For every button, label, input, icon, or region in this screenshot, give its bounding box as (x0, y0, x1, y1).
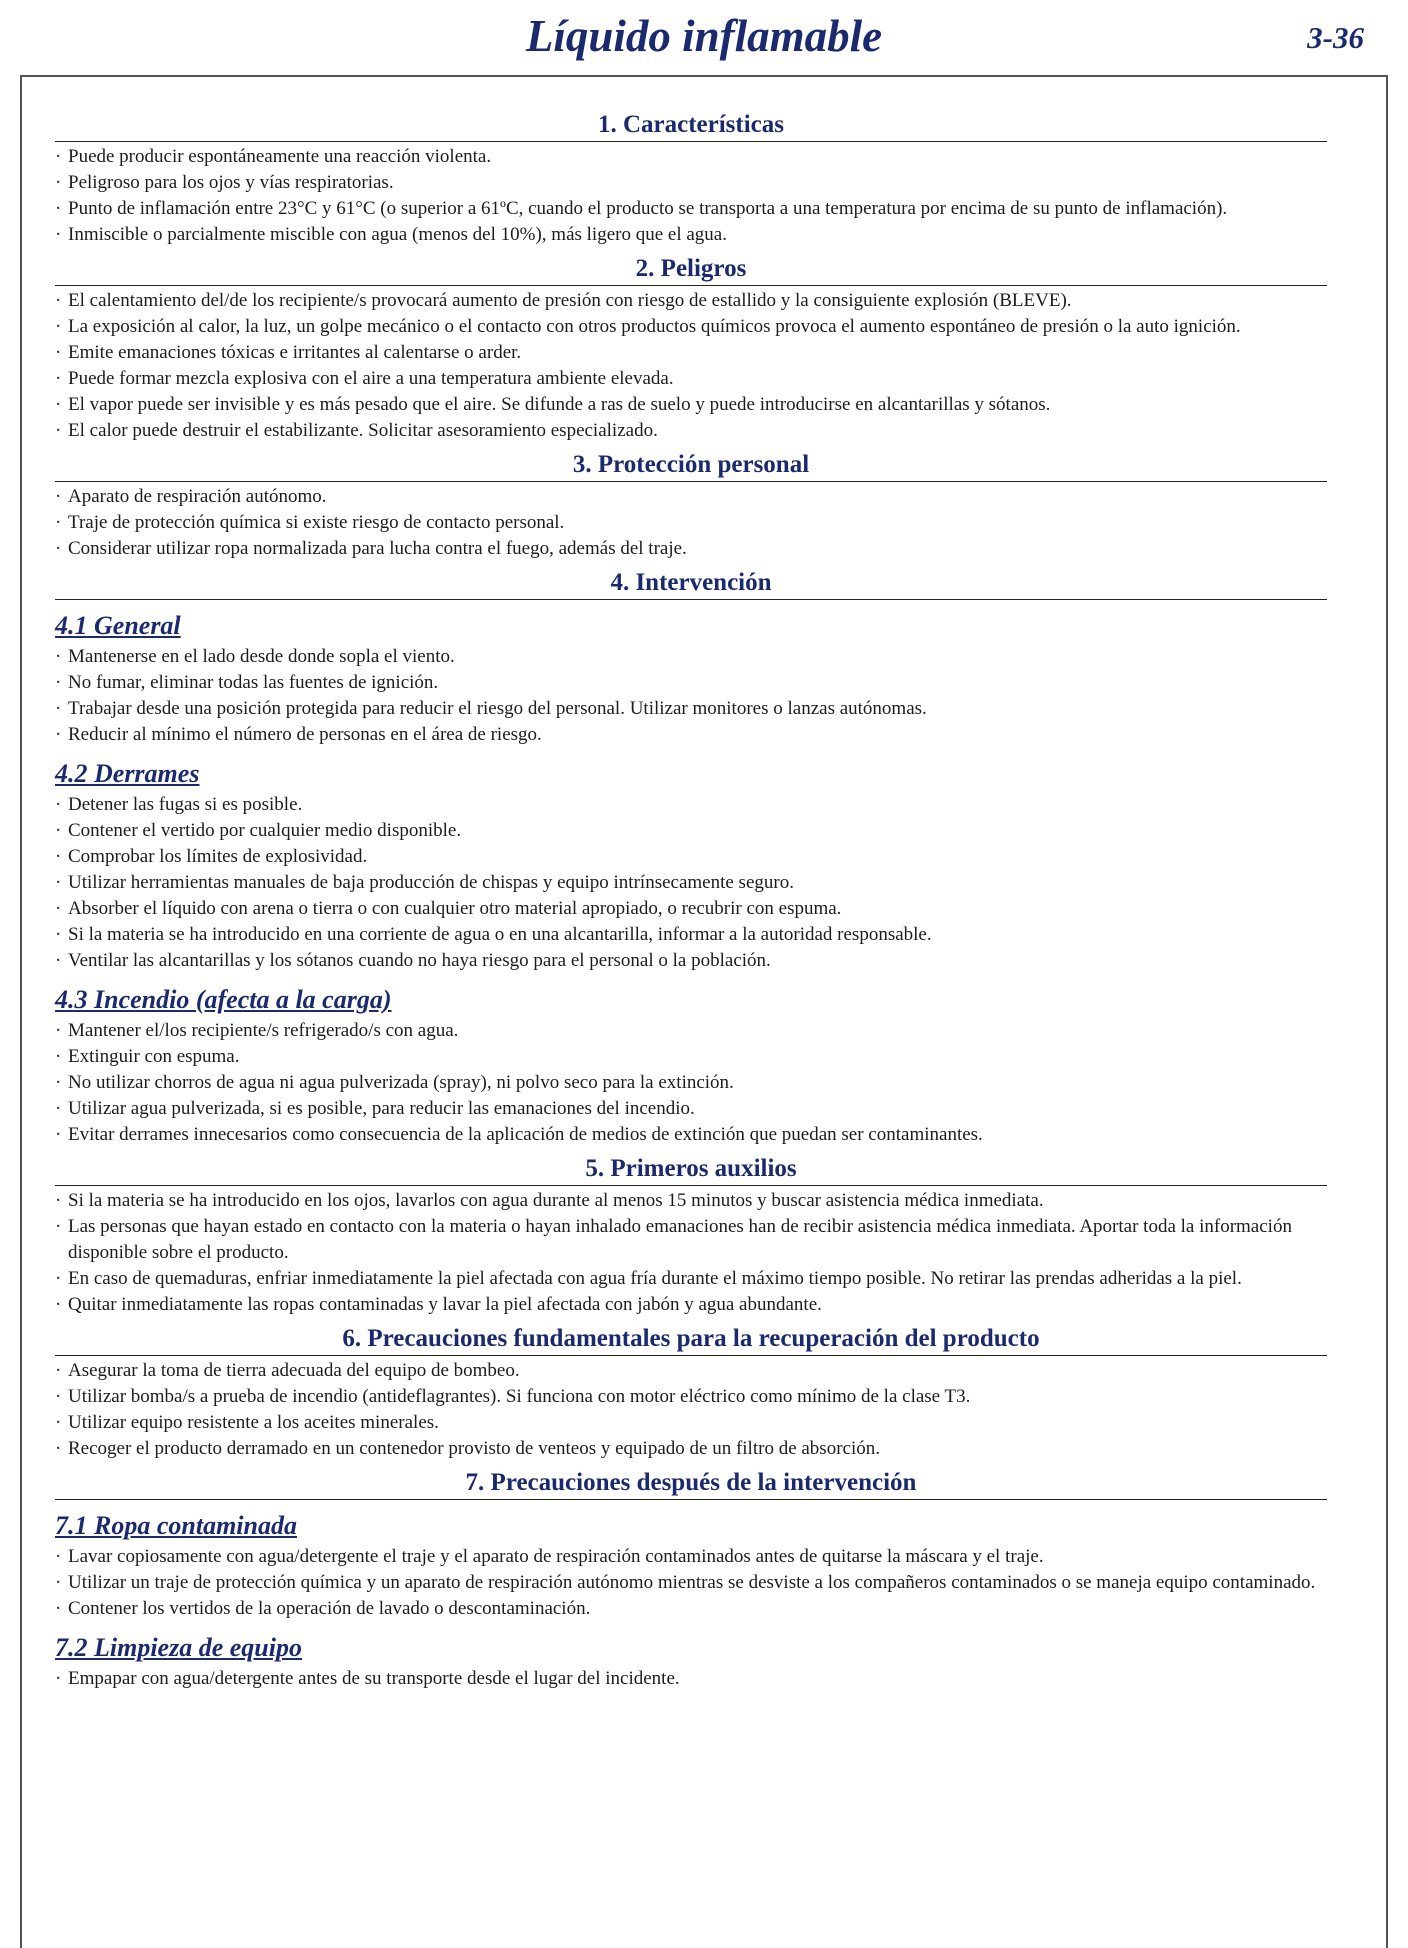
section-caracteristicas (55, 110, 1327, 248)
section-title: 7. Precauciones después de la intervención (55, 1468, 1327, 1500)
list-item: · Trabajar desde una posición protegida para reducir el riesgo del personal. Utilizar monitores o lanzas autónomas. (55, 696, 1327, 722)
list-item: · Absorber el líquido con arena o tierra o con cualquier otro material apropiado, o recubrir con espuma. (55, 896, 1327, 922)
page-number: 3-36 (1307, 20, 1364, 55)
section-title: 3. Protección personal (55, 450, 1327, 482)
section-title: 5. Primeros auxilios (55, 1154, 1327, 1186)
page-title: Líquido inflamable (525, 11, 883, 61)
bullet-list (55, 1188, 1327, 1318)
list-item: · No utilizar chorros de agua ni agua pulverizada (spray), ni polvo seco para la extinción. (55, 1070, 1327, 1096)
list-item: · Extinguir con espuma. (55, 1044, 1327, 1070)
section-intervencion (55, 568, 1327, 1148)
bullet-list (55, 1666, 1327, 1692)
section-title: 1. Características (55, 110, 1327, 142)
list-item: · Punto de inflamación entre 23°C y 61°C (o superior a 61ºC, cuando el producto se transporta a una temperatura por encima de su punto de inflamación). (55, 196, 1327, 222)
list-item: · Utilizar bomba/s a prueba de incendio (antideflagrantes). Si funciona con motor eléctrico como mínimo de la clase T3. (55, 1384, 1327, 1410)
section-title: 4. Intervención (55, 568, 1327, 600)
list-item: · Asegurar la toma de tierra adecuada del equipo de bombeo. (55, 1358, 1327, 1384)
list-item: · Utilizar un traje de protección química y un aparato de respiración autónomo mientras se desviste a los compañeros contaminados o se maneja equipo contaminado. (55, 1570, 1327, 1596)
section-title: 6. Precauciones fundamentales para la recuperación del producto (55, 1324, 1327, 1356)
list-item: · En caso de quemaduras, enfriar inmediatamente la piel afectada con agua fría durante el máximo tiempo posible. No retirar las prendas adheridas a la piel. (55, 1266, 1327, 1292)
section-title: 2. Peligros (55, 254, 1327, 286)
list-item: · Empapar con agua/detergente antes de su transporte desde el lugar del incidente. (55, 1666, 1327, 1692)
list-item: · Utilizar herramientas manuales de baja producción de chispas y equipo intrínsecamente seguro. (55, 870, 1327, 896)
list-item: · Ventilar las alcantarillas y los sótanos cuando no haya riesgo para el personal o la población. (55, 948, 1327, 974)
subsection-title-limpieza-equipo: 7.2 Limpieza de equipo (55, 1633, 302, 1662)
list-item: · Las personas que hayan estado en contacto con la materia o hayan inhalado emanaciones han de recibir asistencia médica inmediata. Aportar toda la información disponible sobre el producto. (55, 1214, 1327, 1266)
list-item: · Inmiscible o parcialmente miscible con agua (menos del 10%), más ligero que el agua. (55, 222, 1327, 248)
list-item: · Mantenerse en el lado desde donde sopla el viento. (55, 644, 1327, 670)
list-item: · Utilizar agua pulverizada, si es posible, para reducir las emanaciones del incendio. (55, 1096, 1327, 1122)
list-item: · Si la materia se ha introducido en una corriente de agua o en una alcantarilla, informar a la autoridad responsable. (55, 922, 1327, 948)
section-precauciones-recuperacion (55, 1324, 1327, 1462)
bullet-list (55, 288, 1327, 444)
list-item: · Reducir al mínimo el número de personas en el área de riesgo. (55, 722, 1327, 748)
list-item: · Mantener el/los recipiente/s refrigerado/s con agua. (55, 1018, 1327, 1044)
list-item: · Lavar copiosamente con agua/detergente el traje y el aparato de respiración contaminados antes de quitarse la máscara y el traje. (55, 1544, 1327, 1570)
subsection-title-incendio: 4.3 Incendio (afecta a la carga) (55, 985, 392, 1014)
list-item: · Quitar inmediatamente las ropas contaminadas y lavar la piel afectada con jabón y agua abundante. (55, 1292, 1327, 1318)
bullet-list (55, 1018, 1327, 1148)
bullet-list (55, 484, 1327, 562)
list-item: · El calor puede destruir el estabilizante. Solicitar asesoramiento especializado. (55, 418, 1327, 444)
list-item: · Detener las fugas si es posible. (55, 792, 1327, 818)
list-item: · Comprobar los límites de explosividad. (55, 844, 1327, 870)
list-item: · Traje de protección química si existe riesgo de contacto personal. (55, 510, 1327, 536)
page-header (0, 0, 1408, 74)
list-item: · Recoger el producto derramado en un contenedor provisto de venteos y equipado de un filtro de absorción. (55, 1436, 1327, 1462)
list-item: · Si la materia se ha introducido en los ojos, lavarlos con agua durante al menos 15 minutos y buscar asistencia médica inmediata. (55, 1188, 1327, 1214)
section-precauciones-despues (55, 1468, 1327, 1692)
list-item: · El vapor puede ser invisible y es más pesado que el aire. Se difunde a ras de suelo y puede introducirse en alcantarillas y sótanos. (55, 392, 1327, 418)
bullet-list (55, 792, 1327, 974)
list-item: · Utilizar equipo resistente a los aceites minerales. (55, 1410, 1327, 1436)
list-item: · Puede producir espontáneamente una reacción violenta. (55, 144, 1327, 170)
bullet-list (55, 1358, 1327, 1462)
subsection-title-general: 4.1 General (55, 611, 181, 640)
list-item: · Considerar utilizar ropa normalizada para lucha contra el fuego, además del traje. (55, 536, 1327, 562)
list-item: · Peligroso para los ojos y vías respiratorias. (55, 170, 1327, 196)
list-item: · Contener el vertido por cualquier medio disponible. (55, 818, 1327, 844)
bullet-list (55, 1544, 1327, 1622)
section-primeros-auxilios (55, 1154, 1327, 1318)
subsection-title-ropa-contaminada: 7.1 Ropa contaminada (55, 1511, 297, 1540)
list-item: · La exposición al calor, la luz, un golpe mecánico o el contacto con otros productos químicos provoca el aumento espontáneo de presión o la auto ignición. (55, 314, 1327, 340)
document-body (55, 110, 1327, 1698)
list-item: · No fumar, eliminar todas las fuentes de ignición. (55, 670, 1327, 696)
list-item: · El calentamiento del/de los recipiente/s provocará aumento de presión con riesgo de estallido y la consiguiente explosión (BLEVE). (55, 288, 1327, 314)
subsection-title-derrames: 4.2 Derrames (55, 759, 200, 788)
bullet-list (55, 144, 1327, 248)
section-peligros (55, 254, 1327, 444)
section-proteccion-personal (55, 450, 1327, 562)
list-item: · Aparato de respiración autónomo. (55, 484, 1327, 510)
list-item: · Contener los vertidos de la operación de lavado o descontaminación. (55, 1596, 1327, 1622)
list-item: · Emite emanaciones tóxicas e irritantes al calentarse o arder. (55, 340, 1327, 366)
list-item: · Puede formar mezcla explosiva con el aire a una temperatura ambiente elevada. (55, 366, 1327, 392)
bullet-list (55, 644, 1327, 748)
list-item: · Evitar derrames innecesarios como consecuencia de la aplicación de medios de extinción que puedan ser contaminantes. (55, 1122, 1327, 1148)
